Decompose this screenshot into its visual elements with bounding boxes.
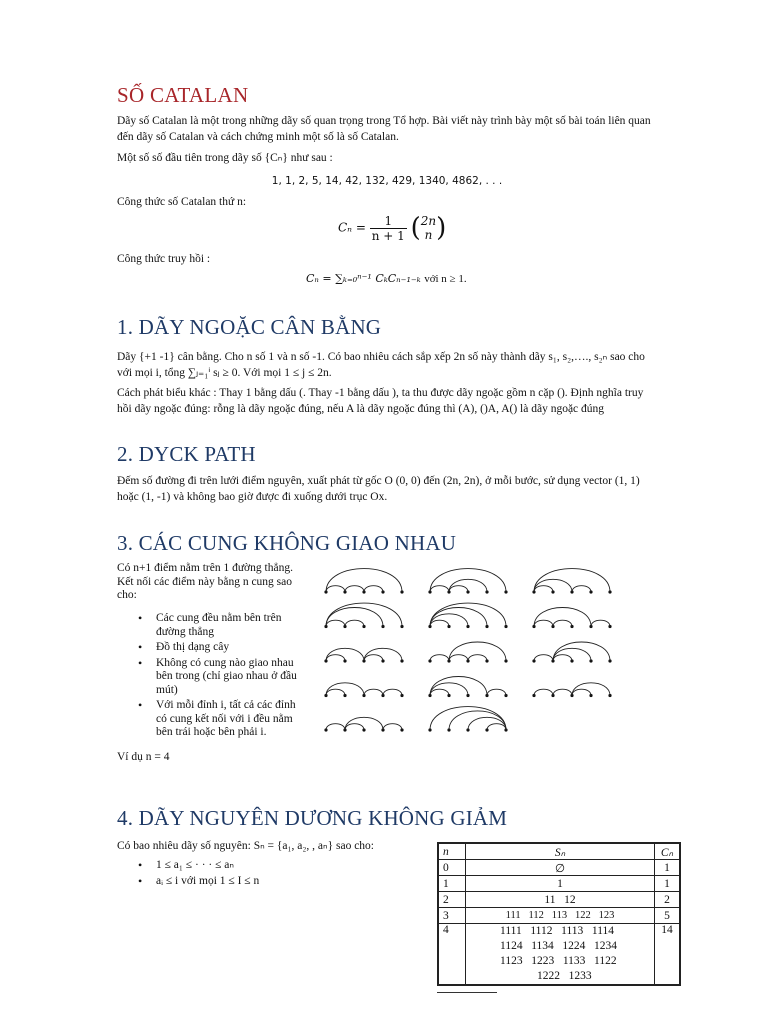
table-cell: 0 — [438, 860, 466, 876]
arc-curve — [345, 724, 364, 730]
list-item: • Không có cung nào giao nhau bên trong (chỉ giao nhau ở đầu mút) — [134, 657, 308, 698]
list-item: • Đồ thị dạng cây — [134, 641, 308, 655]
table-cell: 11 12 — [466, 892, 655, 908]
recurrence-expression: Cₙ = ∑ₖ₌₀ⁿ⁻¹ CₖCₙ₋₁₋ₖ — [306, 272, 421, 285]
arc-curve — [326, 724, 345, 730]
footnote-rule — [437, 992, 497, 993]
arc-curve — [468, 655, 487, 661]
recurrence-formula — [306, 272, 467, 285]
table-cell: 1 — [438, 876, 466, 892]
arc-curve — [430, 569, 506, 592]
table-cell-line: 1111 1112 1113 1114 — [500, 925, 615, 937]
section-3-paragraph: Có n+1 điểm nằm trên 1 đường thẳng. Kết nối các điểm này bằng n cung sao cho: — [117, 562, 293, 601]
arc-curve — [534, 689, 553, 695]
table-row — [438, 860, 680, 876]
formula-label: Công thức số Catalan thứ n: — [117, 196, 247, 208]
catalan-sequence-table — [437, 842, 681, 986]
table-cell: 14 — [655, 924, 681, 986]
section-3-heading: 3. CÁC CUNG KHÔNG GIAO NHAU — [117, 531, 457, 555]
table-header-row — [438, 843, 680, 860]
arc-curve — [449, 711, 506, 730]
arc-curve — [534, 655, 553, 661]
table-cell: 5 — [655, 908, 681, 924]
arc-curve — [591, 620, 610, 626]
arc-curve — [383, 724, 402, 730]
table-header-n: n — [438, 843, 466, 860]
table-cell: 1 — [466, 876, 655, 892]
table-cell: 1 — [655, 876, 681, 892]
section-3-example: Ví dụ n = 4 — [117, 751, 170, 763]
section-4-paragraph: Có bao nhiêu dãy số nguyên: Sₙ = {a₁, a₂, , aₙ} sao cho: — [117, 840, 374, 852]
intro-sequence-label: Một số số đầu tiên trong dãy số {Cₙ} như sau : — [117, 152, 333, 164]
table-row — [438, 876, 680, 892]
section-2-paragraph: Đếm số đường đi trên lưới điểm nguyên, xuất phát từ gốc O (0, 0) đến (2n, 2n), ở mỗi bước, sử dụng vector (1, 1) hoặc (1, -1) và không bao giờ được đi xuống dưới trục Ox. — [117, 475, 640, 503]
formula-numerator: 1 — [370, 214, 407, 229]
arc-curve — [345, 586, 364, 592]
arc-curve — [430, 607, 487, 626]
intro-paragraph: Dãy số Catalan là một trong những dãy số quan trọng trong Tổ hợp. Bài viết này trình bày một số bài toán liên quan đến dãy số Catalan và cách chứng minh một số là số Catalan. — [117, 115, 651, 143]
arc-curve — [449, 586, 468, 592]
arc-curve — [449, 655, 468, 661]
noncrossing-arcs-figure — [316, 562, 628, 740]
section-4-bullet-list — [134, 859, 384, 890]
arc-curve — [553, 689, 572, 695]
section-1-paragraph-2: Cách phát biểu khác : Thay 1 bằng dấu (. Thay -1 bằng dấu ), ta thu được dãy ngoặc gồm n cặp (). Định nghĩa truy hồi dãy ngoặc đúng: rỗng là dãy ngoặc đúng, nếu A là dãy ngoặc đúng thì (A), ()A, A() là dãy ngoặc đúng — [117, 387, 644, 415]
arc-curve — [430, 586, 449, 592]
arc-curve — [430, 676, 487, 695]
arc-curve — [326, 607, 383, 626]
arc-curve — [553, 620, 572, 626]
arc-curve — [430, 689, 449, 695]
formula-binomial — [421, 214, 436, 242]
arc-curve — [430, 620, 449, 626]
arc-curve — [534, 586, 553, 592]
formula-fraction — [370, 214, 407, 243]
arc-curve — [345, 620, 364, 626]
list-item: • Với mỗi đỉnh i, tất cả các đỉnh có cung kết nối với i đều nằm bên trái hoặc bên phải i. — [134, 699, 308, 740]
arc-curve — [572, 689, 591, 695]
table-cell: 3 — [438, 908, 466, 924]
catalan-sequence: 1, 1, 2, 5, 14, 42, 132, 429, 1340, 4862, . . . — [271, 175, 503, 187]
table-cell-line: 1222 1233 — [537, 970, 592, 982]
binomial-bottom: n — [424, 228, 433, 242]
table-cell: 4 — [438, 924, 466, 986]
list-item: • aᵢ ≤ i với mọi 1 ≤ I ≤ n — [134, 875, 384, 889]
page-title: SỐ CATALAN — [117, 83, 249, 107]
arc-curve — [326, 655, 345, 661]
section-1-paragraph-1: Dãy {+1 -1} cân bằng. Cho n số 1 và n số -1. Có bao nhiêu cách sắp xếp 2n số này thành dãy s₁, s₂,…., s₂ₙ sao cho với mọi i, tổng ∑ⱼ₌₁ⁱ sⱼ ≥ 0. Với mọi 1 ≤ j ≤ 2n. — [117, 351, 645, 379]
table-row — [438, 892, 680, 908]
arc-curve — [326, 689, 345, 695]
section-3-bullet-list — [134, 612, 308, 742]
list-item: • 1 ≤ a₁ ≤ · · · ≤ aₙ — [134, 859, 384, 873]
arc-curve — [553, 642, 610, 661]
table-cell: 2 — [438, 892, 466, 908]
table-cell — [466, 924, 655, 986]
arc-curve — [326, 603, 402, 626]
arc-curve — [534, 620, 553, 626]
section-2-heading: 2. DYCK PATH — [117, 442, 256, 466]
arc-curve — [553, 655, 572, 661]
arc-curve — [364, 586, 383, 592]
list-item: • Các cung đều nằm bên trên đường thẳng — [134, 612, 308, 639]
table-cell-line: 1124 1134 1224 1234 — [500, 940, 618, 952]
recurrence-label: Công thức truy hồi : — [117, 253, 211, 265]
catalan-formula: Cₙ = $\frac{1}{n + 1}$ ( 2n n ) — [338, 213, 447, 243]
arc-curve — [326, 586, 345, 592]
arc-curve — [383, 689, 402, 695]
table-header-c: Cₙ — [655, 843, 681, 860]
table-cell: 2 — [655, 892, 681, 908]
section-1-heading: 1. DÃY NGOẶC CÂN BẰNG — [117, 315, 382, 339]
arc-curve — [572, 586, 591, 592]
table-cell: 1 — [655, 860, 681, 876]
arc-curve — [534, 607, 591, 626]
table-cell: 111 112 113 122 123 — [466, 908, 655, 924]
binomial-top: 2n — [420, 214, 437, 228]
arc-curve — [364, 689, 383, 695]
arc-curve — [449, 642, 506, 661]
table-cell: ∅ — [466, 860, 655, 876]
arc-curve — [364, 655, 383, 661]
section-4-heading: 4. DÃY NGUYÊN DƯƠNG KHÔNG GIẢM — [117, 806, 508, 830]
formula-denominator: n + 1 — [371, 228, 405, 243]
recurrence-condition: với n ≥ 1. — [424, 273, 467, 285]
arc-curve — [430, 655, 449, 661]
table-header-s: Sₙ — [466, 843, 655, 860]
table-row — [438, 908, 680, 924]
arc-curve — [326, 620, 345, 626]
arc-curve — [326, 569, 402, 592]
arc-curve — [487, 689, 506, 695]
table-row — [438, 924, 680, 986]
arc-curve — [487, 724, 506, 730]
table-cell-line: 1123 1223 1133 1122 — [500, 955, 617, 967]
formula-lhs: Cₙ = — [338, 220, 366, 235]
